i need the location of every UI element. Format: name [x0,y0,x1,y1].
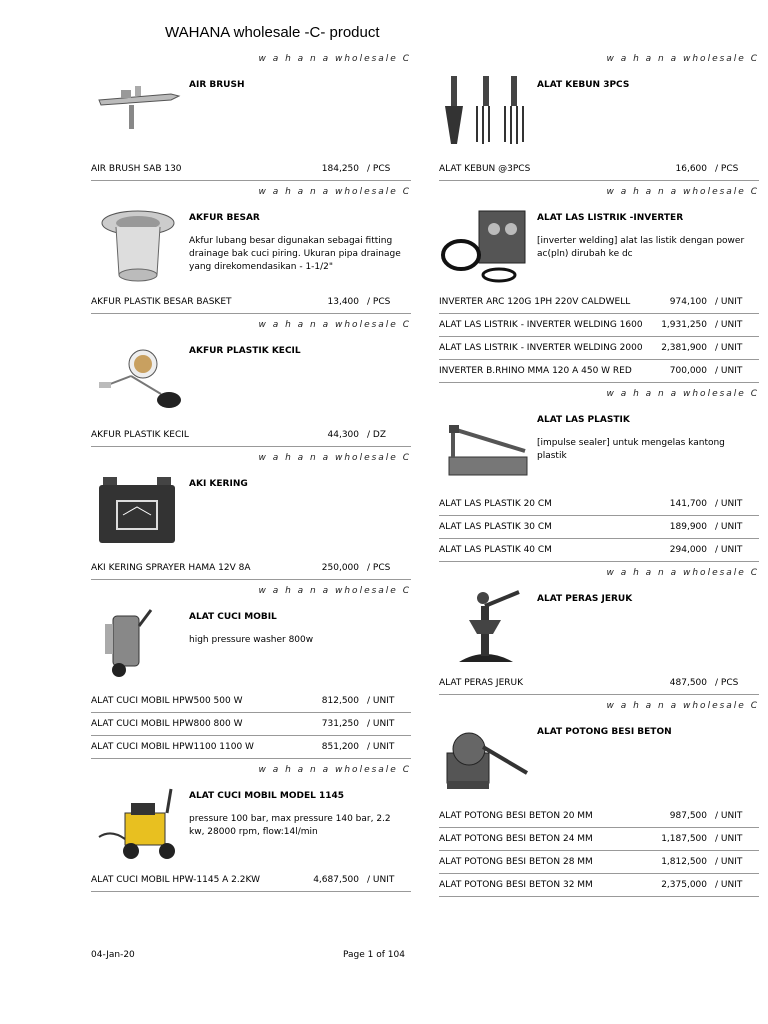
item-price: 2,375,000 [661,880,707,890]
price-row [91,736,411,759]
product-name: ALAT LAS LISTRIK -INVERTER [537,213,684,223]
price-row [91,557,411,580]
price-row [439,291,759,314]
item-name: AKFUR PLASTIK KECIL [91,430,189,440]
price-row [439,337,759,360]
item-price: 812,500 [321,696,359,706]
product-description: pressure 100 bar, max pressure 140 bar, 2.2 kw, 28000 rpm, flow:14l/min [189,814,391,837]
brand-tag: w a h a n a wholesale C [258,54,411,64]
product-block [91,66,411,158]
item-name: ALAT LAS LISTRIK - INVERTER WELDING 2000 [439,343,643,353]
item-unit: / UNIT [715,811,743,821]
item-name: INVERTER B.RHINO MMA 120 A 450 W RED [439,366,632,376]
footer-page-number: Page 1 of 104 [343,950,405,960]
item-price: 1,812,500 [661,857,707,867]
item-unit: / DZ [367,430,386,440]
product-block [439,713,759,805]
brand-tag: w a h a n a wholesale C [606,187,759,197]
item-price: 1,187,500 [661,834,707,844]
item-unit: / UNIT [715,522,743,532]
brand-tag: w a h a n a wholesale C [606,701,759,711]
brand-tag: w a h a n a wholesale C [606,54,759,64]
product-block [91,332,411,424]
item-name: ALAT POTONG BESI BETON 32 MM [439,880,593,890]
price-row [439,539,759,562]
price-row [439,314,759,337]
item-name: INVERTER ARC 120G 1PH 220V CALDWELL [439,297,631,307]
garden-tools-icon [439,72,533,152]
item-price: 2,381,900 [661,343,707,353]
brand-tag: w a h a n a wholesale C [258,586,411,596]
product-name: AKI KERING [189,479,248,489]
item-name: AKI KERING SPRAYER HAMA 12V 8A [91,563,251,573]
product-block [91,598,411,690]
price-row [91,291,411,314]
item-name: ALAT CUCI MOBIL HPW800 800 W [91,719,243,729]
price-row [439,672,759,695]
left-column [91,52,411,896]
price-row [439,851,759,874]
welder-icon [439,205,533,285]
product-block [439,580,759,672]
item-unit: / PCS [367,164,391,174]
item-unit: / UNIT [715,545,743,555]
price-row [439,828,759,851]
price-row [91,690,411,713]
item-unit: / UNIT [367,719,395,729]
product-name: ALAT CUCI MOBIL [189,612,277,622]
item-name: AIR BRUSH SAB 130 [91,164,182,174]
item-price: 250,000 [321,563,359,573]
item-unit: / UNIT [715,366,743,376]
item-name: ALAT CUCI MOBIL HPW-1145 A 2.2KW [91,875,260,885]
rebar-cutter-icon [439,719,533,799]
item-name: ALAT PERAS JERUK [439,678,524,688]
pressure-washer-icon [91,604,185,684]
product-name: ALAT POTONG BESI BETON [537,727,672,737]
price-row [91,158,411,181]
item-name: ALAT LAS PLASTIK 20 CM [439,499,552,509]
item-unit: / UNIT [715,343,743,353]
item-name: ALAT KEBUN @3PCS [439,164,531,174]
item-unit: / UNIT [715,880,743,890]
washer-cart-icon [91,783,185,863]
product-name: AKFUR PLASTIK KECIL [189,346,301,356]
product-block [91,777,411,869]
price-row [439,805,759,828]
product-block [91,465,411,557]
item-price: 1,931,250 [661,320,707,330]
item-name: AKFUR PLASTIK BESAR BASKET [91,297,232,307]
brand-tag: w a h a n a wholesale C [258,453,411,463]
price-row [91,713,411,736]
brand-tag: w a h a n a wholesale C [258,765,411,775]
item-price: 13,400 [327,297,359,307]
item-name: ALAT CUCI MOBIL HPW500 500 W [91,696,243,706]
item-price: 184,250 [321,164,359,174]
item-price: 987,500 [669,811,707,821]
sink-strainer-icon [91,205,185,285]
item-name: ALAT POTONG BESI BETON 24 MM [439,834,593,844]
brand-tag: w a h a n a wholesale C [258,320,411,330]
battery-icon [91,471,185,551]
price-row [439,158,759,181]
product-block [439,401,759,493]
price-row [439,516,759,539]
price-row [91,869,411,892]
item-unit: / UNIT [715,834,743,844]
item-name: ALAT POTONG BESI BETON 28 MM [439,857,593,867]
price-row [439,360,759,383]
product-description: [inverter welding] alat las listik dengan power ac(pln) dirubah ke dc [537,236,745,259]
footer-date: 04-Jan-20 [91,950,135,960]
juicer-icon [439,586,533,666]
item-price: 700,000 [669,366,707,376]
item-name: ALAT CUCI MOBIL HPW1100 1100 W [91,742,254,752]
item-unit: / UNIT [715,320,743,330]
product-name: ALAT PERAS JERUK [537,594,633,604]
brand-tag: w a h a n a wholesale C [606,568,759,578]
product-block [439,199,759,291]
impulse-sealer-icon [439,407,533,487]
product-description: Akfur lubang besar digunakan sebagai fitting drainage bak cuci piring. Ukuran pipa drainage yang direkomendasikan - 1-1/2" [189,236,401,272]
product-name: ALAT KEBUN 3PCS [537,80,630,90]
item-price: 4,687,500 [313,875,359,885]
item-unit: / PCS [715,678,739,688]
price-row [439,493,759,516]
price-row [91,424,411,447]
product-description: high pressure washer 800w [189,635,314,645]
item-name: ALAT POTONG BESI BETON 20 MM [439,811,593,821]
product-name: ALAT CUCI MOBIL MODEL 1145 [189,791,345,801]
item-unit: / UNIT [367,875,395,885]
item-unit: / UNIT [715,499,743,509]
item-price: 731,250 [321,719,359,729]
product-description: [impulse sealer] untuk mengelas kantong plastik [537,438,725,461]
product-name: ALAT LAS PLASTIK [537,415,630,425]
item-unit: / UNIT [367,742,395,752]
item-price: 974,100 [669,297,707,307]
page-title: WAHANA wholesale -C- product [165,24,380,41]
item-name: ALAT LAS PLASTIK 30 CM [439,522,552,532]
item-price: 16,600 [675,164,707,174]
right-column [439,52,759,901]
price-row [439,874,759,897]
item-price: 44,300 [327,430,359,440]
item-unit: / UNIT [367,696,395,706]
brand-tag: w a h a n a wholesale C [258,187,411,197]
brand-tag: w a h a n a wholesale C [606,389,759,399]
item-unit: / PCS [367,563,391,573]
item-price: 189,900 [669,522,707,532]
product-name: AIR BRUSH [189,80,245,90]
item-unit: / PCS [715,164,739,174]
product-block [91,199,411,291]
item-unit: / UNIT [715,857,743,867]
drain-stopper-icon [91,338,185,418]
item-unit: / UNIT [715,297,743,307]
item-name: ALAT LAS LISTRIK - INVERTER WELDING 1600 [439,320,643,330]
product-block [439,66,759,158]
item-price: 141,700 [669,499,707,509]
airbrush-icon [91,72,185,152]
item-price: 487,500 [669,678,707,688]
item-price: 851,200 [321,742,359,752]
item-unit: / PCS [367,297,391,307]
product-name: AKFUR BESAR [189,213,260,223]
item-price: 294,000 [669,545,707,555]
item-name: ALAT LAS PLASTIK 40 CM [439,545,552,555]
